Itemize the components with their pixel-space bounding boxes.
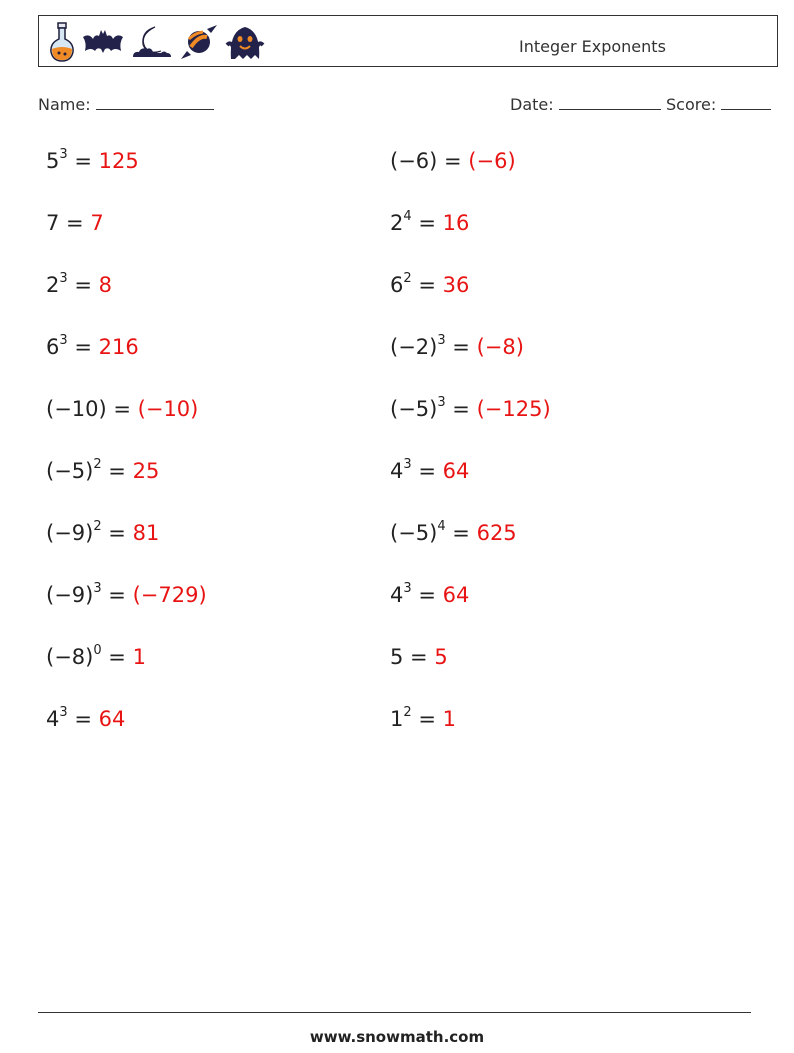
problem-answer: 5 xyxy=(434,645,448,669)
problem-exponent: 3 xyxy=(59,705,68,720)
problem-exponent: 2 xyxy=(403,271,412,286)
problem-base: 6 xyxy=(390,273,404,297)
equals-sign: = xyxy=(67,149,99,173)
equals-sign: = xyxy=(411,211,443,235)
problem-answer: 125 xyxy=(98,149,139,173)
equals-sign: = xyxy=(101,521,133,545)
equals-sign: = xyxy=(437,149,469,173)
equals-sign: = xyxy=(101,645,133,669)
problem-answer: 64 xyxy=(98,707,126,731)
problem-base: (−2) xyxy=(390,335,438,359)
equals-sign: = xyxy=(67,335,99,359)
name-blank xyxy=(96,93,214,110)
problem-base: 5 xyxy=(390,645,404,669)
problem-item xyxy=(390,521,517,545)
problem-base: 4 xyxy=(390,459,404,483)
equals-sign: = xyxy=(445,335,477,359)
equals-sign: = xyxy=(106,397,138,421)
problem-base: 1 xyxy=(390,707,404,731)
problem-item xyxy=(46,273,112,297)
problem-item xyxy=(46,397,198,421)
problem-exponent: 0 xyxy=(93,643,102,658)
equals-sign: = xyxy=(403,645,435,669)
problem-answer: (−6) xyxy=(468,149,516,173)
problem-exponent: 3 xyxy=(59,147,68,162)
problem-answer: (−729) xyxy=(132,583,207,607)
score-field xyxy=(666,93,771,114)
problem-base: 7 xyxy=(46,211,60,235)
problem-item xyxy=(390,397,551,421)
problem-item xyxy=(46,459,159,483)
problem-answer: 625 xyxy=(476,521,517,545)
equals-sign: = xyxy=(411,583,443,607)
problem-exponent: 3 xyxy=(403,581,412,596)
problem-exponent: 4 xyxy=(403,209,412,224)
ghost-icon xyxy=(225,21,265,63)
worksheet-header xyxy=(38,15,778,67)
problem-base: 6 xyxy=(46,335,60,359)
problem-item xyxy=(390,645,448,669)
problem-answer: (−125) xyxy=(476,397,551,421)
bat-icon xyxy=(81,21,125,63)
equals-sign: = xyxy=(411,707,443,731)
equals-sign: = xyxy=(67,273,99,297)
problem-exponent: 4 xyxy=(437,519,446,534)
problem-exponent: 3 xyxy=(59,271,68,286)
problem-base: (−8) xyxy=(46,645,94,669)
problem-item xyxy=(390,459,469,483)
problem-exponent: 3 xyxy=(437,395,446,410)
footer-url: www.snowmath.com xyxy=(309,1028,485,1046)
problem-answer: 8 xyxy=(98,273,112,297)
problem-answer: 64 xyxy=(442,459,470,483)
problem-item xyxy=(390,149,516,173)
header-icons xyxy=(47,20,265,64)
problem-answer: 36 xyxy=(442,273,470,297)
equals-sign: = xyxy=(101,459,133,483)
problem-base: (−5) xyxy=(46,459,94,483)
candy-icon xyxy=(177,21,221,63)
worksheet-title: Integer Exponents xyxy=(519,37,666,56)
problem-item xyxy=(46,335,139,359)
problem-exponent: 3 xyxy=(437,333,446,348)
score-blank xyxy=(721,93,771,110)
problem-item xyxy=(46,707,125,731)
equals-sign: = xyxy=(411,273,443,297)
problem-item xyxy=(46,149,139,173)
problem-item xyxy=(390,335,524,359)
problem-base: 5 xyxy=(46,149,60,173)
problem-exponent: 2 xyxy=(93,457,102,472)
problem-exponent: 3 xyxy=(403,457,412,472)
equals-sign: = xyxy=(101,583,133,607)
problem-base: 2 xyxy=(390,211,404,235)
problem-base: (−9) xyxy=(46,583,94,607)
equals-sign: = xyxy=(411,459,443,483)
problem-answer: 216 xyxy=(98,335,139,359)
problem-item xyxy=(390,583,469,607)
footer-divider xyxy=(38,1012,751,1013)
name-field xyxy=(38,93,214,114)
problem-answer: 16 xyxy=(442,211,470,235)
problem-answer: 81 xyxy=(132,521,160,545)
problem-exponent: 3 xyxy=(93,581,102,596)
problem-answer: 1 xyxy=(442,707,456,731)
date-label: Date: xyxy=(510,95,554,114)
problem-base: 4 xyxy=(46,707,60,731)
problem-answer: (−10) xyxy=(137,397,199,421)
moon-cloud-icon xyxy=(129,21,173,63)
problem-item xyxy=(46,521,159,545)
date-blank xyxy=(559,93,661,110)
problem-exponent: 2 xyxy=(93,519,102,534)
problem-exponent: 2 xyxy=(403,705,412,720)
problem-answer: 64 xyxy=(442,583,470,607)
problem-base: 4 xyxy=(390,583,404,607)
equals-sign: = xyxy=(59,211,91,235)
problem-item xyxy=(390,707,456,731)
problem-base: (−10) xyxy=(46,397,107,421)
equals-sign: = xyxy=(67,707,99,731)
problem-answer: (−8) xyxy=(476,335,524,359)
name-label: Name: xyxy=(38,95,91,114)
potion-icon xyxy=(47,21,77,63)
problem-item xyxy=(46,645,146,669)
problem-item xyxy=(46,211,104,235)
problem-base: (−6) xyxy=(390,149,438,173)
problem-answer: 1 xyxy=(132,645,146,669)
problem-item xyxy=(390,211,469,235)
problem-item xyxy=(390,273,469,297)
date-field xyxy=(510,93,661,114)
problem-base: 2 xyxy=(46,273,60,297)
equals-sign: = xyxy=(445,521,477,545)
problem-item xyxy=(46,583,207,607)
score-label: Score: xyxy=(666,95,717,114)
problem-answer: 25 xyxy=(132,459,160,483)
problem-base: (−5) xyxy=(390,397,438,421)
problem-base: (−5) xyxy=(390,521,438,545)
problem-exponent: 3 xyxy=(59,333,68,348)
problem-base: (−9) xyxy=(46,521,94,545)
equals-sign: = xyxy=(445,397,477,421)
problem-answer: 7 xyxy=(90,211,104,235)
